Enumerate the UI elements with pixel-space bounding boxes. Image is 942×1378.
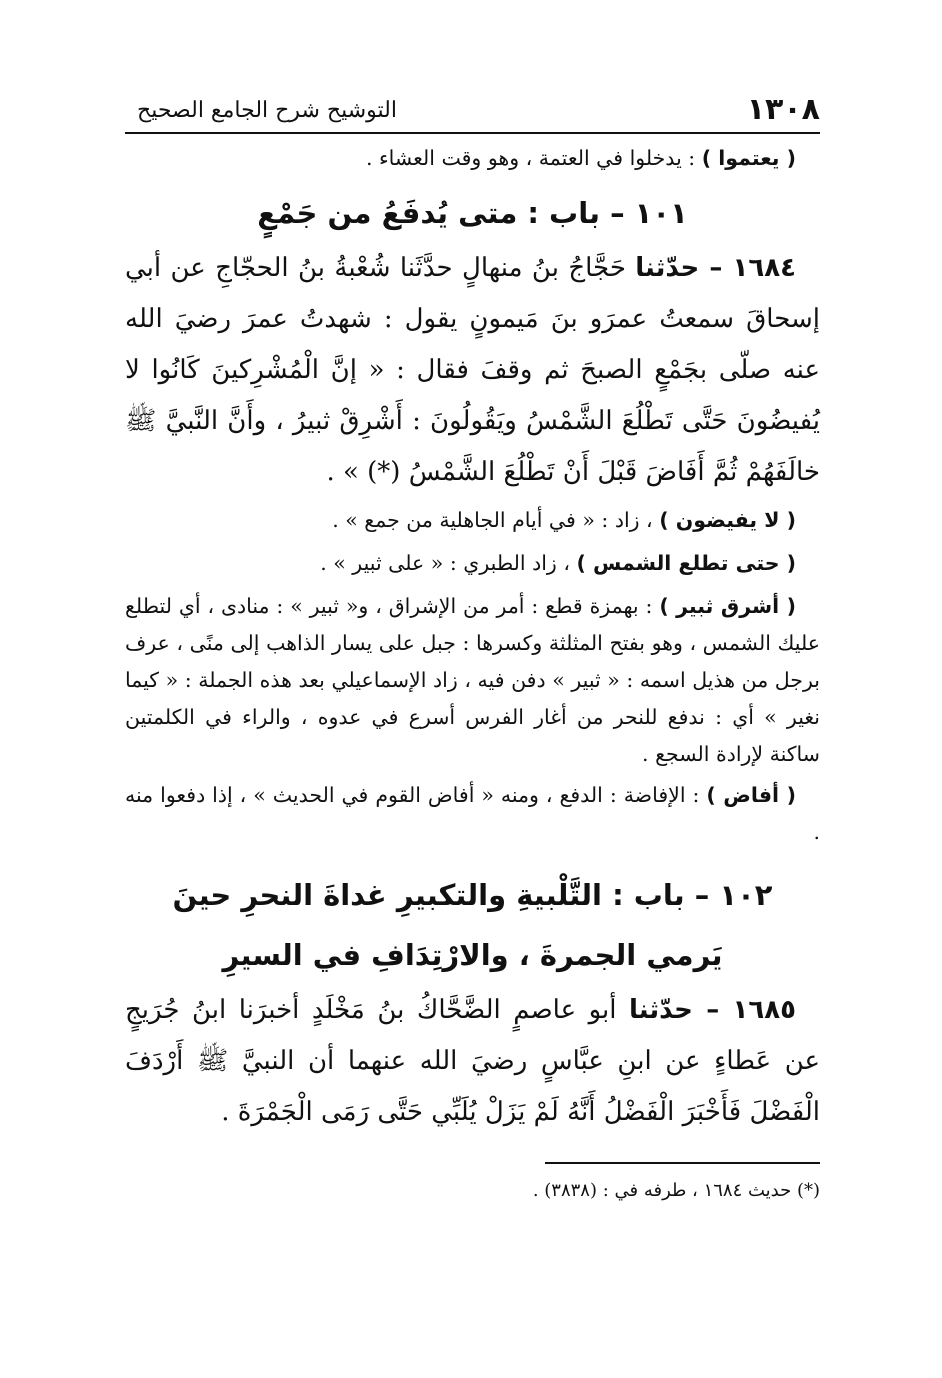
footnote-divider: [545, 1162, 820, 1164]
gloss-hatta: [125, 545, 820, 582]
page-header: [125, 88, 820, 134]
page-number: ١٣٠٨: [746, 92, 820, 127]
gloss-term: ( يعتموا ): [701, 146, 796, 170]
hadith-text: أبو عاصمٍ الضَّحَّاكُ بنُ مَخْلَدٍ أخبرَنا ابنُ جُرَيجٍ عن عَطاءٍ عن ابنِ عبَّاسٍ رضيَ الله عنهما أن النبيَّ ﷺ أَرْدَفَ الْفَضْلَ فَأَخْبَرَ الْفَضْلُ أَنَّهُ لَمْ يَزَلْ يُلَبِّي حَتَّى رَمَى الْجَمْرَةَ .: [125, 995, 820, 1127]
hadith-1685: [125, 985, 820, 1138]
footnote: (*) حديث ١٦٨٤ ، طرفه في : (٣٨٣٨) .: [532, 1180, 820, 1201]
gloss-text: : بهمزة قطع : أمر من الإشراق ، و« ثبير » : منادى ، أي لتطلع عليك الشمس ، وهو بفتح المثلثة وكسرها : جبل على يسار الذاهب إلى منًى ، عرف برجل من هذيل اسمه : « ثبير » دفن فيه ، زاد الإسماعيلي بعد هذه الجملة : « كيما نغير » أي : ندفع للنحر من أغار الفرس أسرع في عدوه ، والراء في الكلمتين ساكنة لإرادة السجع .: [125, 594, 820, 766]
chapter-heading-102: [125, 865, 820, 985]
gloss-afada: [125, 777, 820, 851]
chapter-heading-101: ١٠١ – باب : متى يُدفَعُ من جَمْعٍ: [257, 196, 688, 230]
gloss-term: ( أفاض ): [706, 783, 796, 807]
gloss-text: : يدخلوا في العتمة ، وهو وقت العشاء .: [365, 146, 702, 170]
hadith-number: ١٦٨٤: [732, 253, 797, 283]
gloss-atamu: [125, 140, 820, 177]
running-title: التوشيح شرح الجامع الصحيح: [137, 98, 397, 123]
gloss-la-yufiduna: [125, 502, 820, 539]
gloss-text: ، زاد : « في أيام الجاهلية من جمع » .: [332, 508, 660, 532]
hadith-lead: – حدّثنا: [635, 253, 733, 283]
gloss-ashriq: [125, 588, 820, 773]
gloss-text: : الإفاضة : الدفع ، ومنه « أفاض القوم في الحديث » ، إذا دفعوا منه .: [125, 783, 820, 844]
hadith-lead: – حدّثنا: [629, 995, 733, 1025]
hadith-1684: [125, 243, 820, 498]
hadith-number: ١٦٨٥: [732, 995, 797, 1025]
chapter-title-line-1: ١٠٢ – باب : التَّلْبيةِ والتكبيرِ غداةَ النحرِ حينَ: [172, 878, 773, 912]
gloss-text: ، زاد الطبري : « على ثبير » .: [320, 551, 577, 575]
gloss-term: ( حتى تطلع الشمس ): [576, 551, 796, 575]
chapter-title-line-2: يَرمي الجمرةَ ، والارْتِدَافِ في السيرِ: [222, 938, 723, 972]
hadith-text: حَجَّاجُ بنُ منهالٍ حدَّثَنا شُعْبةُ بنُ الحجّاجِ عن أبي إسحاقَ سمعتُ عمرَو بنَ مَيمونٍ يقول : شهدتُ عمرَ رضيَ الله عنه صلّى بجَمْعٍ الصبحَ ثم وقفَ فقال : « إنَّ الْمُشْرِكينَ كَانُوا لا يُفيضُونَ حَتَّى تَطْلُعَ الشَّمْسُ ويَقُولُونَ : أَشْرِقْ ثبيرُ ، وأَنَّ النَّبيَّ ﷺ خالَفَهُمْ ثُمَّ أَفَاضَ قَبْلَ أَنْ تَطْلُعَ الشَّمْسُ (*) » .: [125, 253, 820, 487]
gloss-term: ( أشرق ثبير ): [659, 594, 797, 618]
gloss-term: ( لا يفيضون ): [659, 508, 796, 532]
book-page: [125, 88, 820, 1208]
